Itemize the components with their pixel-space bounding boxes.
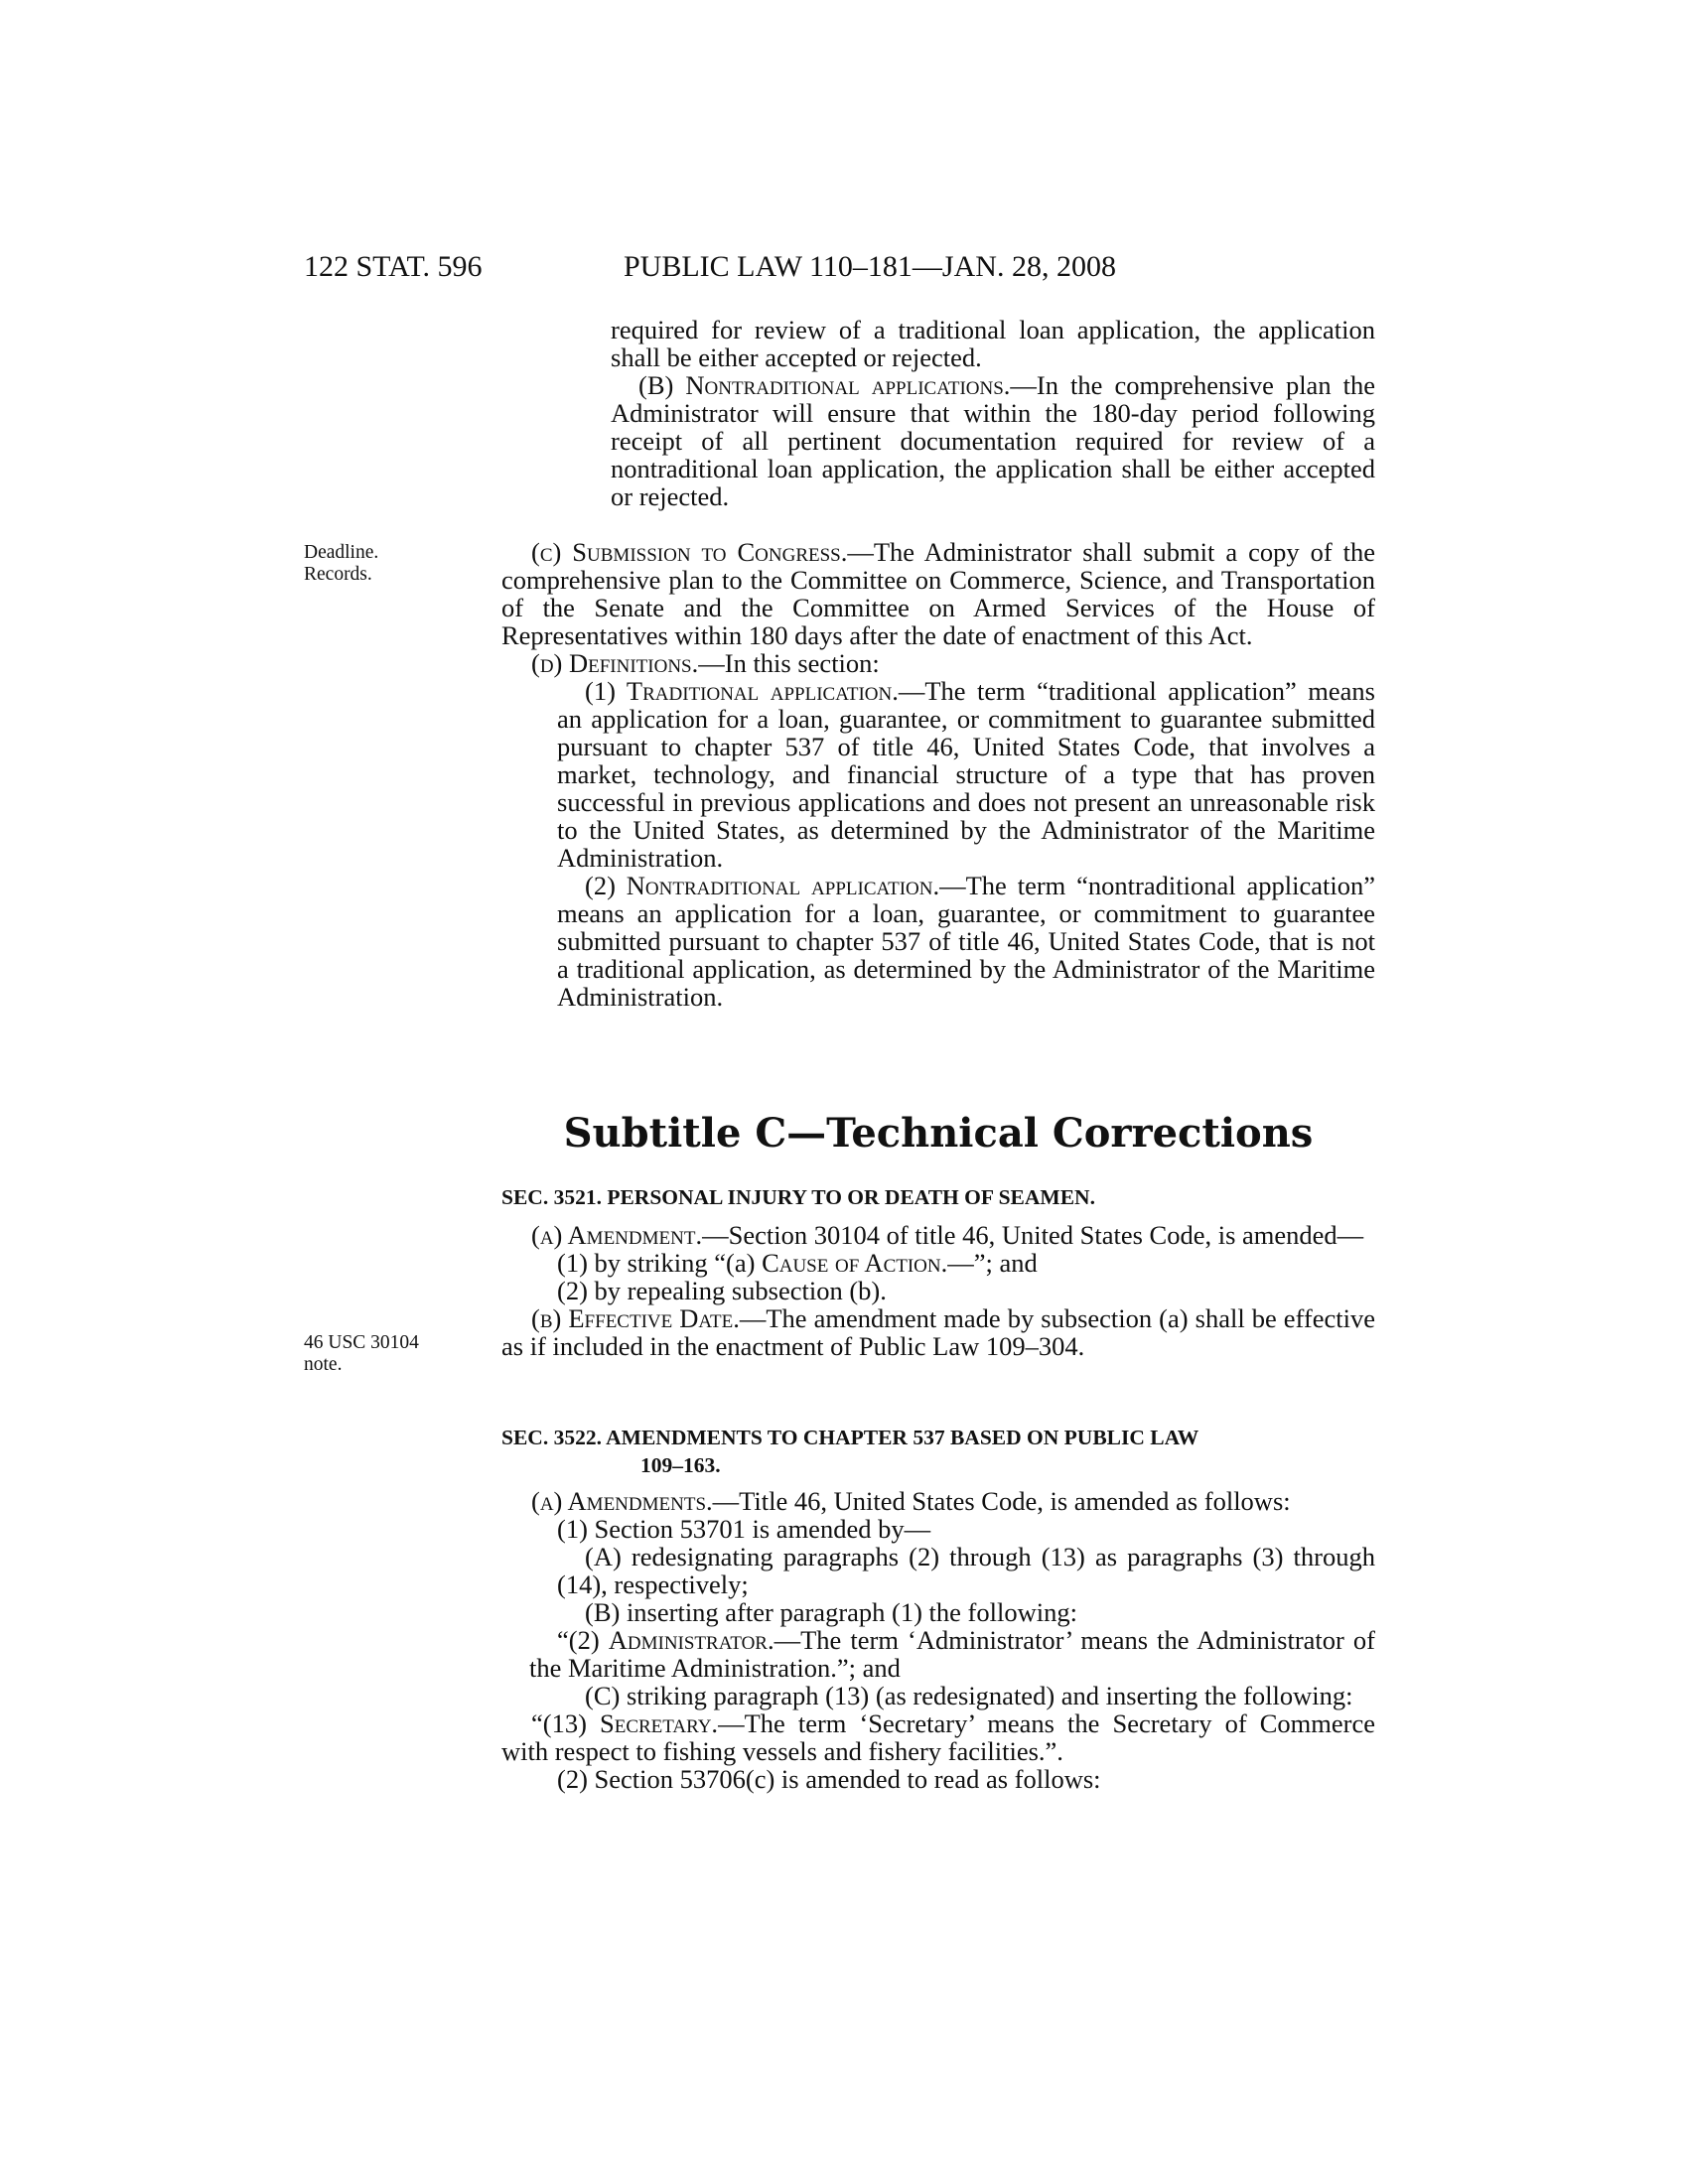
subsection-heading: (a) Amendment. [531,1220,703,1250]
stat-page-number: 122 STAT. 596 [304,250,483,283]
margin-note-deadline: Deadline. Records. [304,542,379,585]
subtitle-heading: Subtitle C—Technical Corrections [563,1110,1314,1157]
amendment-item-1a: (A) redesignating paragraphs (2) through (13) as paragraphs (3) through (14), respectively; [557,1542,1375,1599]
subsections-c-d [501,538,1375,1011]
amendment-item-2: (2) by repealing subsection (b). [557,1276,887,1305]
quoted-definition-secretary: “(13) Secretary.—The term ‘Secretary’ means the Secretary of Commerce with respect to fishing vessels and fishery facilities.”. [501,1708,1375,1766]
definition-traditional: (1) Traditional application.—The term “traditional application” means an application for a loan, guarantee, or commitment to guarantee submitted pursuant to chapter 537 of title 46, United States Code, that involves a market, technology, and financial structure of a type that has proven successful in previous applications and does not present an unreasonable risk to the United States, as determined by the Administrator of the Maritime Administration. [557,676,1375,873]
subsection-a-amendment: (a) Amendment.—Section 30104 of title 46, United States Code, is amended— [531,1220,1364,1250]
quoted-definition-administrator: “(2) Administrator.—The term ‘Administrator’ means the Administrator of the Maritime Administration.”; and [529,1625,1375,1683]
subsection-a-amendments: (a) Amendments.—Title 46, United States Code, is amended as follows: [531,1486,1291,1516]
running-header: PUBLIC LAW 110–181—JAN. 28, 2008 [624,250,1116,283]
amendment-item-1b: (B) inserting after paragraph (1) the following: [585,1597,1077,1627]
section-3522-body [501,1487,1375,1793]
paragraph-b-nontraditional: (B) Nontraditional applications.—In the comprehensive plan the Administrator will ensure that within the 180-day period following receipt of all pertinent documentation required for review of a nontraditional loan application, the application shall be either accepted or rejected. [611,370,1375,511]
amendment-item-2: (2) Section 53706(c) is amended to read as follows: [557,1764,1101,1794]
definition-heading: (1) Traditional application. [585,676,899,706]
amendment-item-1: (1) Section 53701 is amended by— [557,1514,931,1544]
continued-text-block [501,316,1375,510]
subsection-c: (c) Submission to Congress.—The Administrator shall submit a copy of the comprehensive plan to the Committee on Commerce, Science, and Transportation of the Senate and the Committee on Armed Services of the House of Representatives within 180 days after the date of enactment of this Act. [501,537,1375,650]
paragraph-heading: (B) Nontraditional applications. [638,370,1011,400]
definition-nontraditional: (2) Nontraditional application.—The term “nontraditional application” means an application for a loan, guarantee, or commitment to guarantee submitted pursuant to chapter 537 of title 46, United States Code, that is not a traditional application, as determined by the Administrator of the Maritime Administration. [557,871,1375,1012]
definition-heading: (2) Nontraditional application. [585,871,940,900]
section-3521-body [501,1221,1375,1360]
amendment-item-1: (1) by striking “(a) Cause of Action.—”; and [557,1248,1038,1278]
continued-paragraph: required for review of a traditional loan application, the application shall be either accepted or rejected. [611,315,1375,372]
subsection-heading: (d) Definitions. [531,648,699,678]
amendment-item-1c: (C) striking paragraph (13) (as redesignated) and inserting the following: [585,1681,1353,1710]
subsection-d: (d) Definitions.—In this section: [531,648,880,678]
section-3521-heading: SEC. 3521. PERSONAL INJURY TO OR DEATH OF SEAMEN. [501,1185,1095,1209]
subsection-heading: (a) Amendments. [531,1486,713,1516]
subsection-heading: (c) Submission to Congress. [531,537,848,567]
subsection-heading: (b) Effective Date. [531,1303,740,1333]
subsection-b-effective-date: (b) Effective Date.—The amendment made by subsection (a) shall be effective as if included in the enactment of Public Law 109–304. [501,1303,1375,1361]
section-3522-heading: SEC. 3522. AMENDMENTS TO CHAPTER 537 BASED ON PUBLIC LAW 109–163. [501,1426,1199,1477]
margin-note-usc: 46 USC 30104 note. [304,1332,419,1375]
